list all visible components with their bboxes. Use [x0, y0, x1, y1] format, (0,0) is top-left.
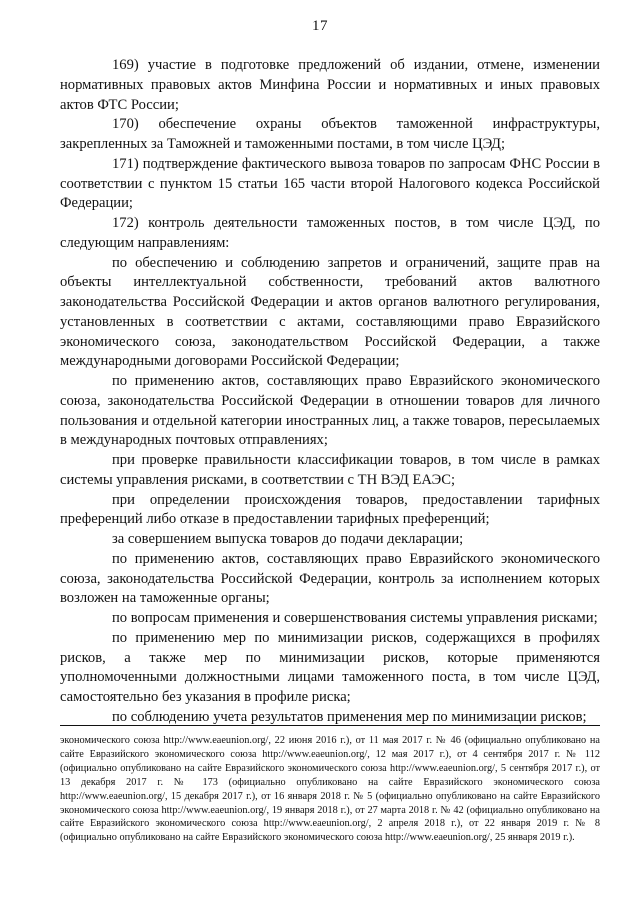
- paragraph-direction: по применению актов, составляющих право Евразийского экономического союза, законодательства Российской Федерации, контроль за исполнением которых возложен на таможенные органы;: [60, 550, 600, 607]
- paragraph-item-169: 169) участие в подготовке предложений об издании, отмене, изменении нормативных правовых актов Минфина России и нормативных и иных правовых актов ФТС России;: [60, 57, 600, 113]
- paragraph-item-171: 171) подтверждение фактического вывоза товаров по запросам ФНС России в соответствии с пунктом 15 статьи 165 части второй Налогового кодекса Российской Федерации;: [60, 155, 600, 212]
- paragraph-direction: по вопросам применения и совершенствования системы управления рисками;: [112, 610, 598, 626]
- footnote-text: экономического союза http://www.eaeunion.org/, 22 июня 2016 г.), от 11 мая 2017 г. № 46 (официально опубликовано на сайте Евразийского экономического союза http://www.eaeunion.org/, 12 мая 2017 г.), от 4 сентября 2017 г. № 112 (официально опубликовано на сайте Евразийского экономического союза http://www.eaeunion.org/, 5 сентября 2017 г.), от 13 декабря 2017 г. № 173 (официально опубликовано на сайте Евразийского экономического союза http://www.eaeunion.org/, 15 декабря 2017 г.), от 16 января 2018 г. № 5 (официально опубликовано на сайте Евразийского экономического союза http://www.eaeunion.org/, 19 января 2018 г.), от 27 марта 2018 г. № 42 (официально опубликовано на сайте Евразийского экономического союза http://www.eaeunion.org/, 2 апреля 2018 г.), от 22 января 2019 г. № 8 (официально опубликовано на сайте Евразийского экономического союза http://www.eaeunion.org/, 25 января 2019 г.).: [60, 735, 600, 844]
- paragraph-direction: по обеспечению и соблюдению запретов и ограничений, защите прав на объекты интеллектуальной собственности, требований актов валютного законодательства Российской Федерации и актов органов валютного регулирования, установленных в соответствии с актами, составляющими право Евразийского экономического союза, законодательством Российской Федерации, а также международными договорами Российской Федерации;: [60, 254, 600, 370]
- paragraph-direction: по применению мер по минимизации рисков, содержащихся в профилях рисков, а также мер по минимизации рисков, которые применяются уполномоченными должностными лицами таможенного поста, в том числе ЦЭД, самостоятельно без указания в профиле риска;: [60, 629, 600, 705]
- paragraph-direction: по соблюдению учета результатов применения мер по минимизации рисков;: [112, 708, 587, 725]
- paragraph-direction: за совершением выпуска товаров до подачи декларации;: [112, 531, 464, 547]
- footnote-divider: [60, 725, 600, 726]
- paragraph-direction: при определении происхождения товаров, предоставлении тарифных преференций либо отказе в предоставлении тарифных преференций;: [60, 491, 600, 528]
- paragraph-item-172: 172) контроль деятельности таможенных постов, в том числе ЦЭД, по следующим направлениям:: [60, 215, 600, 251]
- paragraph-item-170: 170) обеспечение охраны объектов таможенной инфраструктуры, закрепленных за Таможней и таможенными постами, в том числе ЦЭД;: [60, 116, 600, 152]
- paragraph-direction: при проверке правильности классификации товаров, в том числе в рамках системы управления рисками, в соответствии с ТН ВЭД ЕАЭС;: [60, 452, 600, 488]
- page-number: 17: [312, 18, 328, 34]
- document-body: [60, 56, 600, 728]
- paragraph-direction: по применению актов, составляющих право Евразийского экономического союза, законодательства Российской Федерации в отношении товаров для личного пользования и отдельной категории иностранных лиц, а также товаров, пересылаемых в международных почтовых отправлениях;: [60, 373, 600, 449]
